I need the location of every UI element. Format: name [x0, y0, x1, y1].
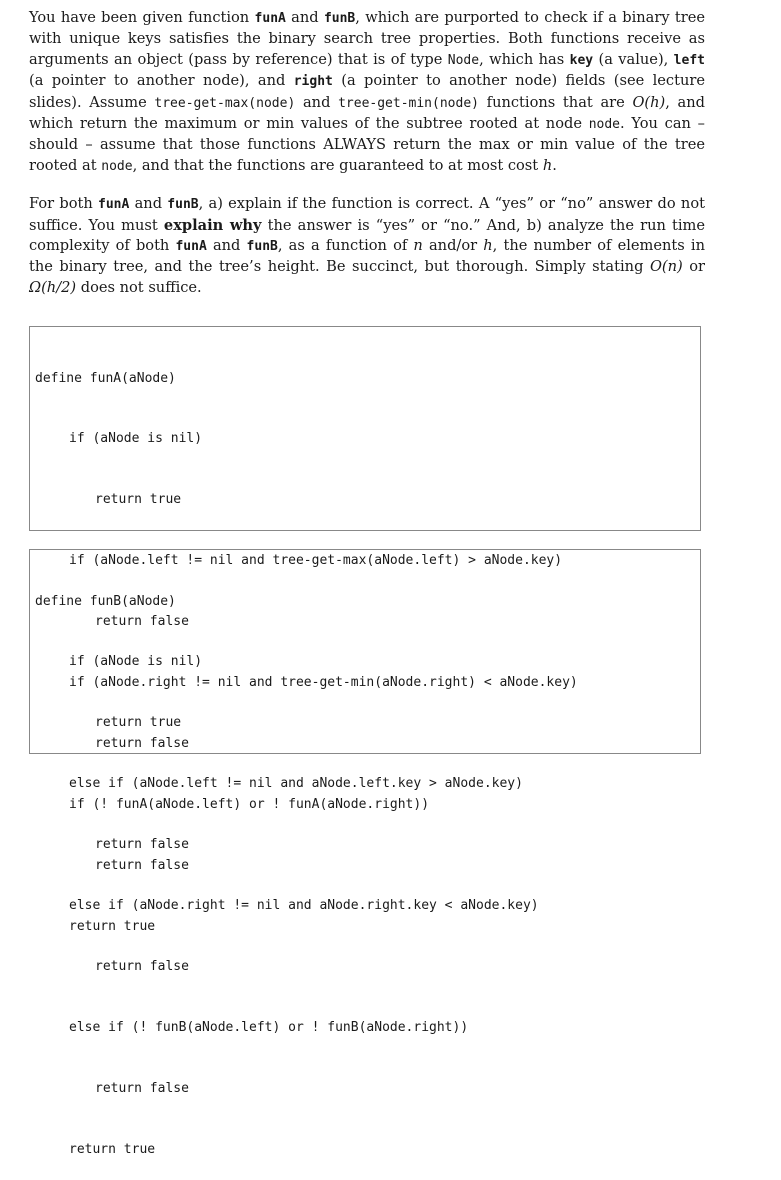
text-run: (a value),	[593, 50, 674, 68]
code-line: return false	[95, 857, 189, 873]
text-run: , a) explain if the function is correct. A “yes” or “no” answer do not suffice. You must	[29, 195, 705, 234]
text-run: and/or	[422, 237, 484, 255]
function-name-funB: funB	[246, 239, 278, 255]
code-line: return true	[69, 918, 156, 934]
code-line: return true	[95, 715, 182, 731]
math-h: h	[542, 156, 553, 174]
text-run: the answer is “yes” or “no.” And, b) analyze the run time complexity of both	[29, 216, 706, 255]
function-name-funB: funB	[323, 11, 356, 26]
code-line: return true	[95, 492, 182, 508]
function-name-funB: funB	[167, 197, 199, 213]
function-tree-get-max: tree-get-max(node)	[154, 95, 296, 111]
code-line: return false	[95, 735, 189, 751]
math-h: h	[483, 237, 493, 255]
code-line: else if (! funB(aNode.left) or ! funB(aNode.right))	[69, 1019, 469, 1035]
text-run: , which has	[479, 50, 570, 68]
emphasis-explain-why: explain why	[163, 216, 262, 234]
code-line: else if (aNode.right != nil and aNode.right.key < aNode.key)	[69, 898, 539, 914]
type-name-node: Node	[447, 52, 480, 68]
text-run: , which are purported to check if a binary tree with unique keys satisfies the binary search tree properties. Both functions receive as arguments an object (pass by reference) that is of type	[29, 9, 705, 68]
text-run: (a pointer to another node), and	[29, 72, 294, 90]
text-run: , and which return the maximum or min values of the subtree rooted at node	[29, 93, 705, 133]
function-tree-get-min: tree-get-min(node)	[338, 95, 479, 111]
math-big-o-h: O(h)	[632, 93, 666, 111]
text-run: does not suffice.	[76, 278, 202, 296]
code-line: return false	[95, 958, 189, 974]
code-line: define funA(aNode)	[35, 370, 176, 386]
code-line: if (aNode.left != nil and tree-get-max(aNode.left) > aNode.key)	[69, 553, 563, 569]
text-run: , and that the functions are guaranteed to at most cost	[132, 156, 543, 174]
code-line: if (! funA(aNode.left) or ! funA(aNode.right))	[69, 796, 430, 812]
code-line: return false	[95, 837, 189, 853]
text-run: For both	[29, 195, 99, 213]
field-name-right: right	[293, 74, 333, 90]
code-line: return true	[69, 1141, 156, 1157]
text-run: . You can – should – assume that those functions ALWAYS return the max or min value of the tree rooted at	[29, 115, 705, 174]
code-line: if (aNode is nil)	[69, 654, 203, 670]
text-run: You have been given function	[29, 9, 255, 26]
text-run: (a pointer to another node) fields (see lecture slides). Assume	[29, 72, 705, 111]
text-run: and	[295, 93, 339, 111]
function-name-funA: funA	[175, 239, 207, 255]
function-name-funA: funA	[254, 11, 286, 26]
problem-text	[29, 8, 705, 298]
text-run: functions that are	[478, 93, 633, 111]
field-name-left: left	[673, 52, 705, 68]
text-run: , as a function of	[277, 237, 414, 255]
code-line: return false	[95, 614, 189, 630]
problem-paragraph-1	[29, 8, 705, 177]
text-run: , the number of elements in the binary tree, and the tree’s height. Be succinct, but thorough. Simply stating	[29, 237, 705, 276]
text-run: and	[285, 9, 324, 26]
text-run: or	[682, 258, 705, 276]
code-line: if (aNode is nil)	[69, 431, 203, 447]
code-line: else if (aNode.left != nil and aNode.left.key > aNode.key)	[69, 776, 523, 792]
variable-node: node	[588, 117, 621, 133]
text-run: and	[129, 195, 168, 213]
variable-node: node	[101, 158, 133, 174]
field-name-key: key	[569, 52, 594, 68]
code-line: return false	[95, 1080, 189, 1096]
math-big-o-n: O(n)	[649, 258, 683, 276]
math-omega-h-over-2: Ω(h/2)	[29, 278, 77, 296]
text-run: and	[206, 237, 247, 255]
code-line: if (aNode.right != nil and tree-get-min(aNode.right) < aNode.key)	[69, 675, 578, 691]
function-name-funA: funA	[98, 197, 130, 213]
problem-paragraph-2	[29, 194, 705, 298]
text-run: .	[552, 156, 557, 174]
code-line: define funB(aNode)	[35, 593, 176, 609]
math-n: n	[413, 237, 423, 255]
